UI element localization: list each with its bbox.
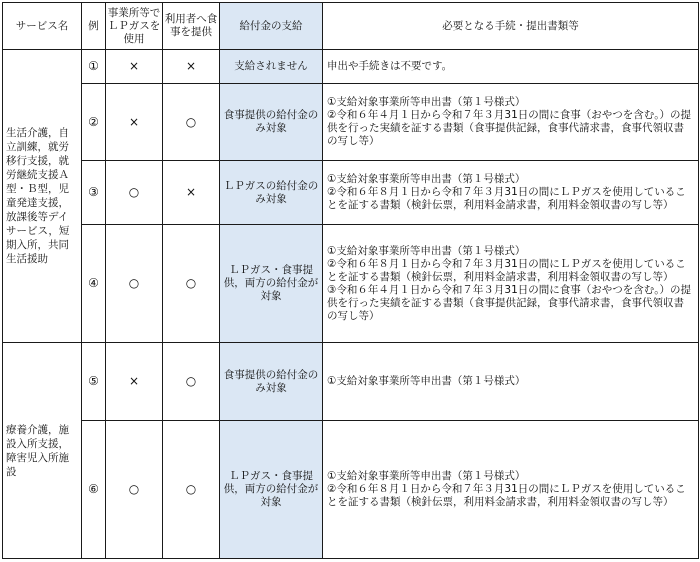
docs-cell xyxy=(323,84,699,161)
header-row xyxy=(3,3,699,50)
docs-cell xyxy=(323,225,699,343)
header-payment: 給付金の支給 xyxy=(220,3,323,50)
lpg-mark: ○ xyxy=(106,225,163,343)
benefit-eligibility-table xyxy=(2,2,699,559)
benefit-eligibility-table-wrapper xyxy=(2,2,698,559)
table-row xyxy=(3,343,699,421)
header-case: 例 xyxy=(82,3,106,50)
lpg-mark: × xyxy=(106,343,163,421)
table-row xyxy=(3,225,699,343)
doc-line: ②令和６年４月１日から令和７年３月31日の間に食事（おやつを含む。）の提供を行った実績を証する書類（食事提供記録，食事代請求書，食事代領収書の写し等） xyxy=(327,109,692,147)
docs-cell xyxy=(323,421,699,559)
case-number: ⑤ xyxy=(82,343,106,421)
header-required-docs: 必要となる手続・提出書類等 xyxy=(323,3,699,50)
table-row xyxy=(3,161,699,225)
meal-mark: × xyxy=(163,50,220,84)
meal-mark: ○ xyxy=(163,343,220,421)
lpg-mark: ○ xyxy=(106,421,163,559)
lpg-mark: × xyxy=(106,84,163,161)
case-number: ② xyxy=(82,84,106,161)
meal-mark: ○ xyxy=(163,225,220,343)
docs-cell xyxy=(323,50,699,84)
table-row xyxy=(3,50,699,84)
doc-line: ①支給対象事業所等申出書（第１号様式） xyxy=(327,173,526,185)
meal-mark: × xyxy=(163,161,220,225)
payment-cell: 支給されません xyxy=(220,50,323,84)
table-row xyxy=(3,421,699,559)
payment-cell: ＬＰガス・食事提供，両方の給付金が対象 xyxy=(220,421,323,559)
meal-mark: ○ xyxy=(163,421,220,559)
header-lpg-use: 事業所等でＬＰガスを使用 xyxy=(106,3,163,50)
payment-cell: 食事提供の給付金のみ対象 xyxy=(220,84,323,161)
doc-line: ②令和６年８月１日から令和７年３月31日の間にＬＰガスを使用していることを証する書類（検針伝票，利用料金請求書，利用料金領収書の写し等） xyxy=(327,186,686,211)
doc-line: 申出や手続きは不要です。 xyxy=(327,60,453,72)
doc-line: ①支給対象事業所等申出書（第１号様式） xyxy=(327,244,526,257)
case-number: ③ xyxy=(82,161,106,225)
docs-cell xyxy=(323,343,699,421)
doc-line: ①支給対象事業所等申出書（第１号様式） xyxy=(327,375,526,387)
doc-line: ②令和６年８月１日から令和７年３月31日の間にＬＰガスを使用していることを証する書類（検針伝票，利用料金請求書，利用料金領収書の写し等） xyxy=(327,483,686,508)
payment-cell: ＬＰガス・食事提供，両方の給付金が対象 xyxy=(220,225,323,343)
service-group-1: 生活介護，自立訓練，就労移行支援，就労継続支援Ａ型・Ｂ型，児童発達支援，放課後等デイサービス，短期入所，共同生活援助 xyxy=(3,50,82,343)
docs-cell xyxy=(323,161,699,225)
lpg-mark: ○ xyxy=(106,161,163,225)
payment-cell: ＬＰガスの給付金のみ対象 xyxy=(220,161,323,225)
doc-line: ③令和６年４月１日から令和７年３月31日の間に食事（おやつを含む。）の提供を行った実績を証する書類（食事提供記録，食事代請求書，食事代領収書の写し等） xyxy=(327,283,692,322)
lpg-mark: × xyxy=(106,50,163,84)
meal-mark: ○ xyxy=(163,84,220,161)
case-number: ⑥ xyxy=(82,421,106,559)
doc-line: ②令和６年８月１日から令和７年３月31日の間にＬＰガスを使用していることを証する書類（検針伝票，利用料金請求書，利用料金領収書の写し等） xyxy=(327,257,686,283)
header-service: サービス名 xyxy=(3,3,82,50)
doc-line: ①支給対象事業所等申出書（第１号様式） xyxy=(327,96,526,108)
doc-line: ①支給対象事業所等申出書（第１号様式） xyxy=(327,470,526,482)
case-number: ① xyxy=(82,50,106,84)
service-group-2: 療養介護，施設入所支援，障害児入所施設 xyxy=(3,343,82,559)
case-number: ④ xyxy=(82,225,106,343)
payment-cell: 食事提供の給付金のみ対象 xyxy=(220,343,323,421)
table-row xyxy=(3,84,699,161)
header-meal-provision: 利用者へ食事を提供 xyxy=(163,3,220,50)
